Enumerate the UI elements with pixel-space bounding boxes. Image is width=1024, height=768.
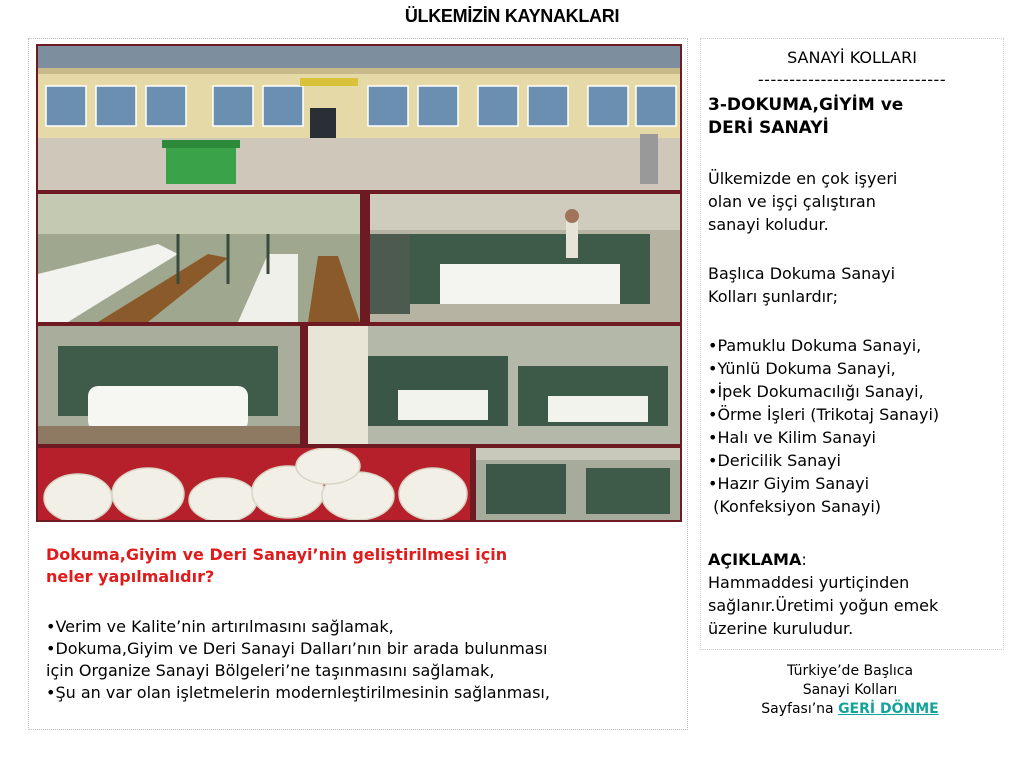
list-item: •Hazır Giyim Sanayi	[708, 474, 870, 493]
list-item: •Pamuklu Dokuma Sanayi,	[708, 336, 922, 355]
list-item: (Konfeksiyon Sanayi)	[708, 497, 882, 516]
note-label: AÇIKLAMA	[708, 550, 802, 569]
factory-exterior-photo	[38, 46, 680, 190]
intro-text: Ülkemizde en çok işyeri olan ve işçi çalıştıran sanayi koludur.	[708, 169, 898, 234]
list-item: •Halı ve Kilim Sanayi	[708, 428, 876, 447]
question-line: Dokuma,Giyim ve Deri Sanayi’nin geliştirilmesi için	[46, 545, 508, 564]
back-navigation: Türkiye’de Başlıca Sanayi Kolları Sayfası’na GERİ DÖNME	[761, 663, 939, 717]
looms-photo-5	[476, 448, 680, 520]
question-heading	[46, 544, 676, 588]
back-link[interactable]: GERİ DÖNME	[838, 701, 939, 717]
list-item: •Yünlü Dokuma Sanayi,	[708, 359, 896, 378]
looms-photo-4	[308, 326, 680, 444]
looms-photo-3	[38, 326, 300, 444]
looms-photo-2	[370, 194, 680, 322]
industry-branches-header: SANAYİ KOLLARI	[787, 48, 917, 67]
measures-list	[46, 616, 682, 704]
list-item: •Dericilik Sanayi	[708, 451, 841, 470]
branch-list	[708, 334, 939, 518]
looms-photo-1	[38, 194, 360, 322]
list-item: •Örme İşleri (Trikotaj Sanayi)	[708, 405, 940, 424]
list-item: •Dokuma,Giyim ve Deri Sanayi Dalları’nın bir arada bulunması için Organize Sanayi Bölgeleri’ne taşınmasını sağlamak,	[46, 639, 548, 680]
question-line: neler yapılmalıdır?	[46, 567, 215, 586]
fabric-rolls-photo	[38, 448, 470, 520]
section-subtitle: 3-DOKUMA,GİYİM ve DERİ SANAYİ	[708, 95, 904, 138]
note-block: AÇIKLAMA: Hammaddesi yurtiçinden sağlanır.Üretimi yoğun emek üzerine kuruludur.	[708, 550, 939, 638]
list-item: •Verim ve Kalite’nin artırılmasını sağlamak,	[46, 617, 394, 636]
list-item: •İpek Dokumacılığı Sanayi,	[708, 382, 924, 401]
lead-text: Başlıca Dokuma Sanayi Kolları şunlardır;	[708, 264, 896, 306]
list-item: •Şu an var olan işletmelerin modernleştirilmesinin sağlanması,	[46, 683, 550, 702]
photo-collage	[36, 44, 682, 522]
slide-title: ÜLKEMİZİN KAYNAKLARI	[404, 6, 620, 26]
divider-line: ------------------------------	[757, 70, 947, 89]
